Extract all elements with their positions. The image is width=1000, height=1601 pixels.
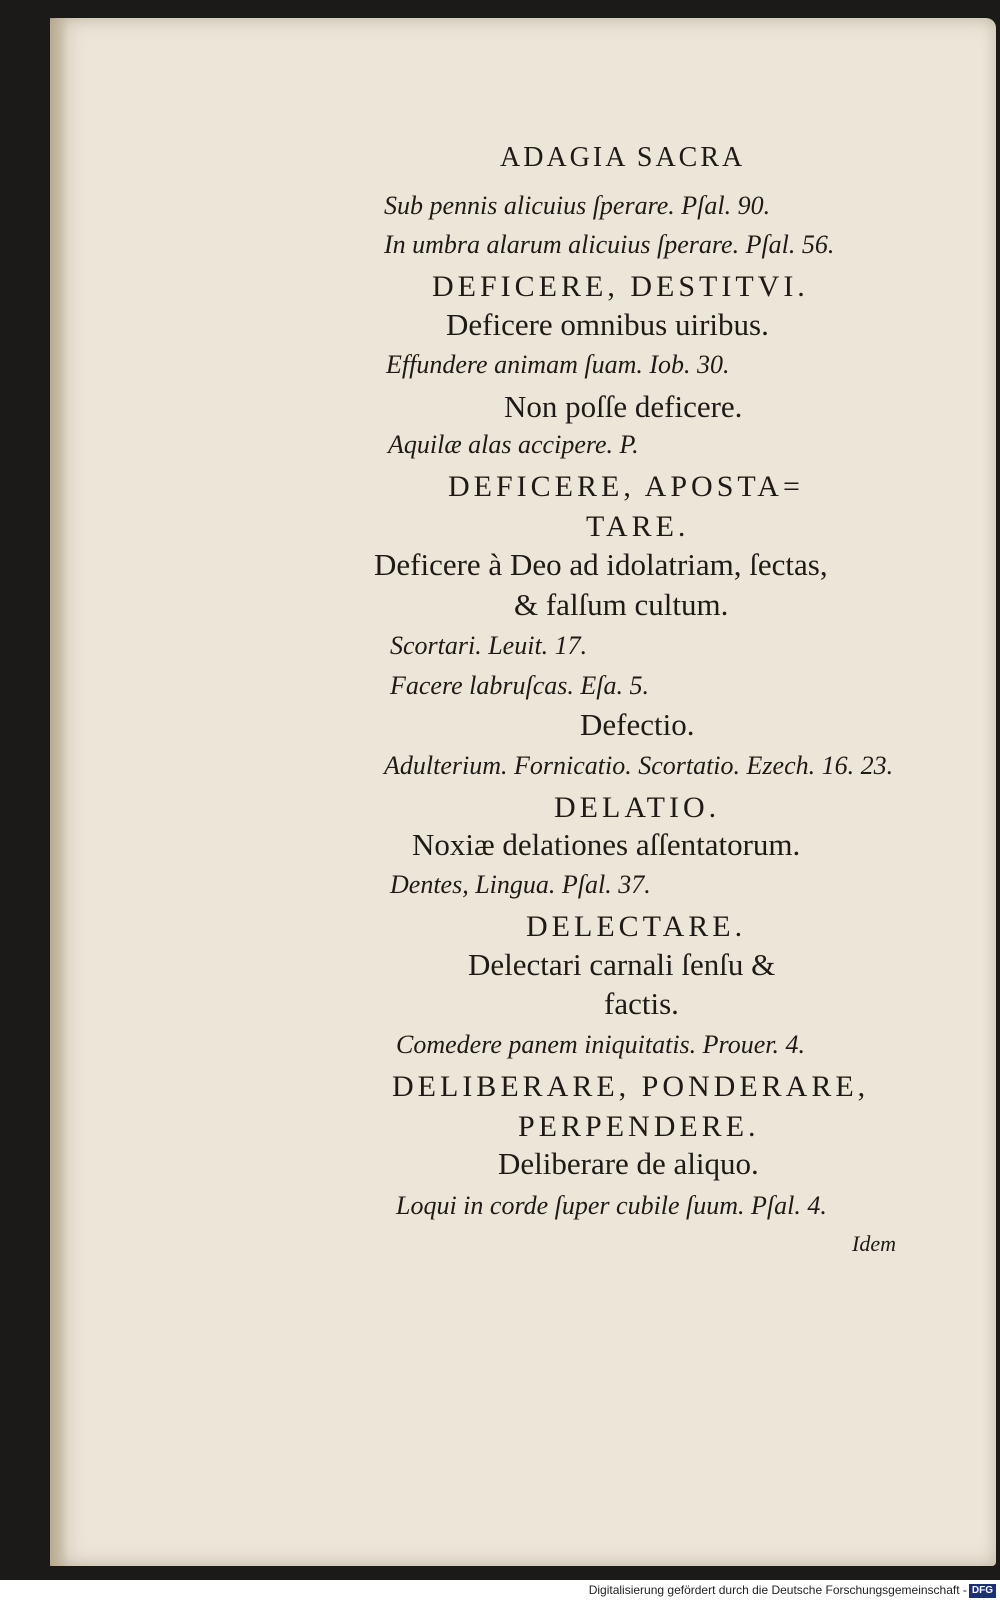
text-line-24: PERPENDERE.: [518, 1110, 760, 1143]
text-line-10: Deficere à Deo ad idolatriam, ſectas,: [374, 547, 828, 582]
running-head: ADAGIA SACRA: [500, 142, 746, 173]
text-line-15: Adulterium. Fornicatio. Scortatio. Ezech. 16. 23.: [384, 751, 894, 780]
catchword: Idem: [852, 1231, 896, 1256]
text-line-19: DELECTARE.: [526, 910, 747, 943]
text-line-7: Aquilæ alas accipere. P.: [388, 430, 639, 459]
text-line-8: DEFICERE, APOSTA=: [448, 470, 804, 503]
text-line-9: TARE.: [586, 510, 690, 543]
text-line-3: DEFICERE, DESTITVI.: [432, 270, 809, 303]
text-line-26: Loqui in corde ſuper cubile ſuum. Pſal. 4.: [396, 1191, 827, 1220]
text-line-1: Sub pennis alicuius ſperare. Pſal. 90.: [384, 191, 771, 220]
text-line-12: Scortari. Leuit. 17.: [390, 631, 588, 660]
footer-credit-text: Digitalisierung gefördert durch die Deutsche Forschungsgemeinschaft -: [588, 1583, 967, 1597]
text-line-13: Facere labruſcas. Eſa. 5.: [390, 671, 649, 700]
text-line-16: DELATIO.: [554, 791, 721, 824]
text-line-14: Defectio.: [580, 707, 695, 742]
text-line-23: DELIBERARE, PONDERARE,: [392, 1070, 870, 1103]
text-line-25: Deliberare de aliquo.: [498, 1146, 759, 1181]
text-line-18: Dentes, Lingua. Pſal. 37.: [390, 870, 651, 899]
text-line-4: Deficere omnibus uiribus.: [446, 307, 769, 342]
text-line-11: & falſum cultum.: [514, 587, 729, 622]
digitization-footer: [0, 1580, 1000, 1601]
text-line-20: Delectari carnali ſenſu &: [468, 947, 776, 982]
text-line-2: In umbra alarum alicuius ſperare. Pſal. 56.: [384, 230, 835, 259]
dfg-logo-badge: DFG: [969, 1584, 996, 1598]
page-gutter-shadow: [50, 18, 68, 1566]
text-line-21: factis.: [604, 986, 679, 1021]
text-line-22: Comedere panem iniquitatis. Prouer. 4.: [396, 1030, 805, 1059]
text-line-5: Effundere animam ſuam. Iob. 30.: [386, 350, 730, 379]
text-line-17: Noxiæ delationes aſſentatorum.: [412, 827, 801, 862]
text-line-6: Non poſſe deficere.: [504, 389, 743, 424]
